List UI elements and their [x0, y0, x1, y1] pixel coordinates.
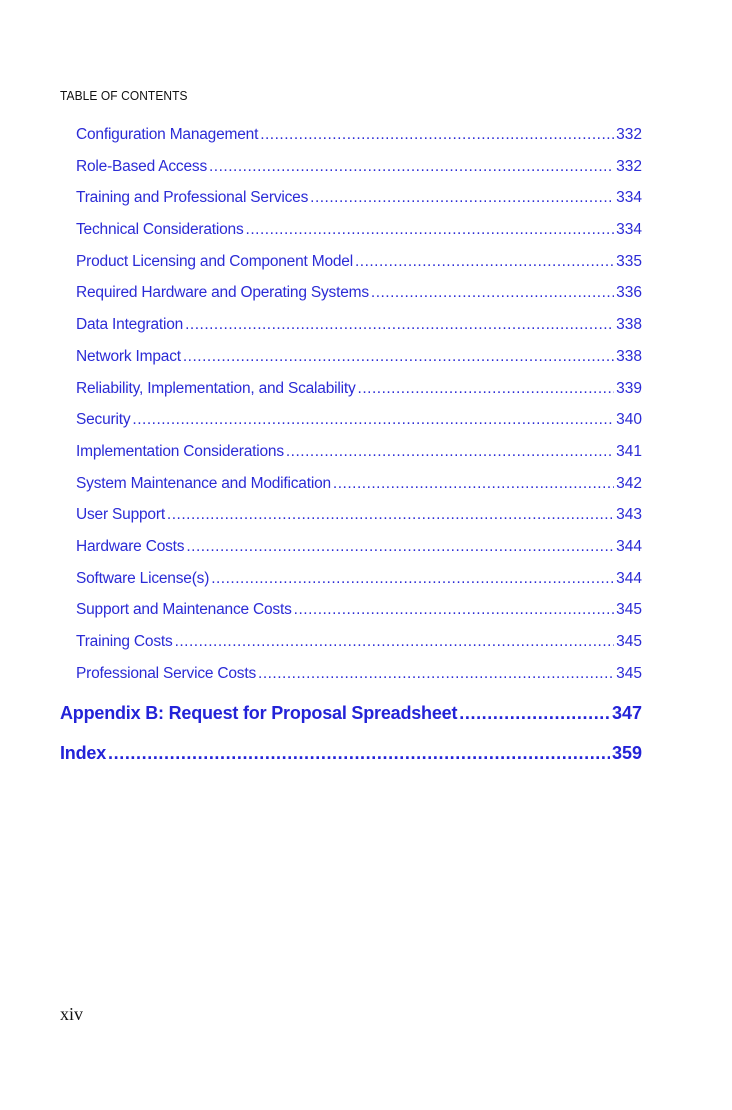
dot-leader	[294, 601, 614, 619]
toc-entry-label: Configuration Management	[76, 126, 259, 143]
dot-leader	[260, 126, 614, 144]
toc-entry-label: Implementation Considerations	[76, 442, 284, 460]
toc-entry[interactable]	[76, 633, 642, 665]
toc-entry-page: 342	[616, 474, 642, 492]
toc-entry-page: 340	[616, 411, 642, 429]
toc-entry-page: 334	[616, 189, 642, 207]
dot-leader	[286, 443, 614, 461]
toc-entry-label: Support and Maintenance Costs	[76, 601, 292, 619]
toc-entry-label: User Support	[76, 506, 165, 524]
dot-leader	[186, 538, 614, 556]
toc-entry-label: Hardware Costs	[76, 537, 185, 555]
toc-appendix-page: 347	[611, 703, 642, 723]
toc-entry[interactable]	[76, 411, 642, 443]
toc-entry-page: 344	[616, 569, 642, 587]
toc-entry-page: 336	[616, 284, 642, 302]
toc-entry[interactable]	[76, 189, 642, 221]
toc-entry-label: Required Hardware and Operating Systems	[76, 284, 369, 302]
toc-entry-label: Reliability, Implementation, and Scalability	[76, 379, 356, 397]
toc-index-entry[interactable]	[60, 743, 642, 764]
toc-entry[interactable]	[76, 443, 642, 475]
dot-leader	[371, 284, 614, 302]
toc-list	[76, 126, 642, 696]
toc-index-page: 359	[611, 743, 642, 763]
dot-leader	[310, 189, 614, 207]
toc-entry[interactable]	[76, 348, 642, 380]
toc-entry[interactable]	[76, 158, 642, 190]
dot-leader	[185, 316, 614, 334]
toc-entry-page: 345	[616, 664, 642, 682]
dot-leader	[211, 570, 614, 588]
toc-entry-page: 345	[616, 633, 642, 650]
toc-entry[interactable]	[76, 538, 642, 570]
toc-entry-page: 334	[616, 221, 642, 239]
toc-entry-page: 343	[616, 506, 642, 524]
toc-appendix-entry[interactable]	[60, 703, 642, 724]
toc-entry-label: Software License(s)	[76, 569, 210, 587]
dot-leader	[459, 703, 610, 724]
dot-leader	[355, 253, 614, 271]
dot-leader	[209, 158, 614, 176]
dot-leader	[183, 348, 614, 366]
toc-entry[interactable]	[76, 284, 642, 316]
toc-entry-page: 345	[616, 601, 642, 619]
toc-index-label: Index	[60, 743, 107, 763]
toc-entry[interactable]	[76, 253, 642, 285]
toc-entry[interactable]	[76, 506, 642, 538]
dot-leader	[167, 506, 614, 524]
toc-entry-page: 344	[616, 537, 642, 555]
toc-entry[interactable]	[76, 665, 642, 697]
toc-entry-label: Security	[76, 411, 131, 429]
toc-entry-page: 341	[616, 442, 642, 460]
dot-leader	[175, 633, 615, 651]
running-head: TABLE OF CONTENTS	[60, 88, 188, 103]
toc-entry-label: Role-Based Access	[76, 157, 207, 175]
toc-entry-label: Network Impact	[76, 347, 181, 365]
toc-entry-label: Data Integration	[76, 316, 184, 334]
toc-entry-label: Training and Professional Services	[76, 189, 309, 207]
toc-entry-page: 339	[616, 379, 642, 397]
toc-entry-label: Professional Service Costs	[76, 664, 257, 682]
toc-entry[interactable]	[76, 221, 642, 253]
toc-entry-label: System Maintenance and Modification	[76, 474, 331, 492]
dot-leader	[258, 665, 614, 683]
toc-entry[interactable]	[76, 316, 642, 348]
toc-entry-page: 338	[616, 316, 642, 334]
dot-leader	[132, 411, 614, 429]
toc-entry-label: Product Licensing and Component Model	[76, 252, 353, 270]
toc-entry[interactable]	[76, 570, 642, 602]
dot-leader	[333, 475, 614, 493]
toc-entry[interactable]	[76, 126, 642, 158]
dot-leader	[246, 221, 615, 239]
toc-entry-page: 338	[616, 347, 642, 365]
toc-entry[interactable]	[76, 380, 642, 412]
toc-appendix-label: Appendix B: Request for Proposal Spreadsheet	[60, 703, 458, 723]
toc-entry-label: Training Costs	[76, 633, 173, 650]
toc-entry-page: 332	[616, 126, 642, 143]
toc-entry[interactable]	[76, 475, 642, 507]
toc-entry[interactable]	[76, 601, 642, 633]
page-folio: xiv	[60, 1004, 84, 1024]
toc-entry-page: 332	[616, 157, 642, 175]
dot-leader	[358, 380, 615, 398]
toc-entry-page: 335	[616, 252, 642, 270]
toc-entry-label: Technical Considerations	[76, 221, 244, 239]
dot-leader	[108, 743, 610, 764]
